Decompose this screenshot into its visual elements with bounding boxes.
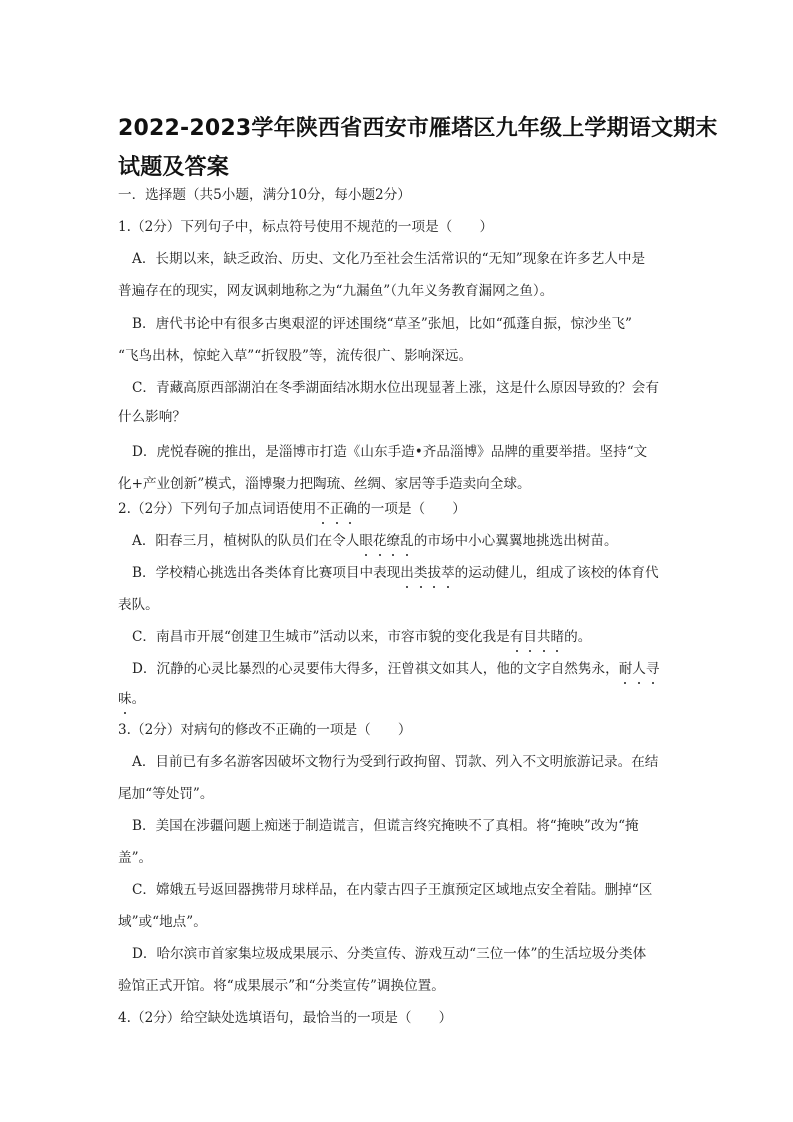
q2-d-emphasis: 耐人寻 xyxy=(618,661,660,677)
q2-d-text-1: D．沉静的心灵比暴烈的心灵要伟大得多，汪曾祺文如其人，他的文字自然隽永， xyxy=(132,661,619,677)
q1-option-b-line-2: “飞鸟出林，惊蛇入草”“折钗股”等，流传很广、影响深远。 xyxy=(118,348,473,364)
q3-option-b-line-2: 盖”。 xyxy=(118,850,153,866)
q2-d-tail: 。 xyxy=(131,691,146,707)
q2-option-a xyxy=(132,532,618,550)
q2-stem-emphasis xyxy=(316,501,357,517)
q2-stem-prefix: 2.（2分）下列句子加点词语使用 xyxy=(118,501,317,517)
document-title-line-2: 试题及答案 xyxy=(118,155,230,180)
q1-option-d-line-1: D．虎悦春碗的推出，是淄博市打造《山东手造•齐品淄博》品牌的重要举措。坚持“文 xyxy=(132,444,648,460)
q3-option-c-line-1: C．嫦娥五号返回器携带月球样品，在内蒙古四子王旗预定区域地点安全着陆。删掉“区 xyxy=(132,882,653,898)
q2-b-text-1: B．学校精心挑选出各类体育比赛项目中表现 xyxy=(132,565,401,581)
q2-a-text-1: A．阳春三月，植树队的队员们在令人 xyxy=(132,533,360,549)
q3-option-d-line-2: 验馆正式开馆。将“成果展示”和“分类宣传”调换位置。 xyxy=(118,978,445,994)
q2-b-emphasis: 出类拔萃 xyxy=(400,565,455,581)
question-4-stem: 4.（2分）给空缺处选填语句，最恰当的一项是（ ） xyxy=(118,1010,453,1026)
emphasis-char: 不 xyxy=(316,501,330,517)
q2-option-d-line-1 xyxy=(132,660,659,678)
q3-option-d-line-1: D．哈尔滨市首家集垃圾成果展示、分类宣传、游戏互动“三位一体”的生活垃圾分类体 xyxy=(132,946,647,962)
q1-option-b-line-1: B．唐代书论中有很多古奥艰涩的评述围绕“草圣”张旭，比如“孤蓬自振，惊沙坐飞” xyxy=(132,316,632,332)
document-title-line-1: 2022-2023学年陕西省西安市雁塔区九年级上学期语文期末 xyxy=(118,116,718,141)
q2-c-text-1: C．南昌市开展“创建卫生城市”活动以来，市容市貌的变化我是 xyxy=(132,629,510,645)
q2-option-b-line-2: 表队。 xyxy=(118,597,159,613)
question-2-stem xyxy=(118,500,466,518)
emphasis-char: 确 xyxy=(343,501,358,517)
question-3-stem: 3.（2分）对病句的修改不正确的一项是（ ） xyxy=(118,722,412,738)
q2-c-text-2: 的。 xyxy=(564,629,592,645)
question-1-stem: 1.（2分）下列句子中，标点符号使用不规范的一项是（ ） xyxy=(118,219,494,235)
q2-stem-suffix: 的一项是（ ） xyxy=(357,501,466,517)
q2-c-emphasis: 有目共睹 xyxy=(509,629,565,645)
q1-option-c-line-1: C．青藏高原西部湖泊在冬季湖面结冰期水位出现显著上涨，这是什么原因导致的？会有 xyxy=(132,380,659,396)
emphasis-char: 正 xyxy=(329,501,344,517)
q3-option-b-line-1: B．美国在涉疆问题上痴迷于制造谎言，但谎言终究掩映不了真相。将“掩映”改为“掩 xyxy=(132,818,639,834)
q2-a-emphasis: 眼花缭乱 xyxy=(359,533,414,549)
q1-option-a-line-1: A．长期以来，缺乏政治、历史、文化乃至社会生活常识的“无知”现象在许多艺人中是 xyxy=(132,251,646,267)
q2-a-text-2: 的市场中小心翼翼地挑选出树苗。 xyxy=(413,533,618,549)
emphasis-char: 味 xyxy=(118,691,132,707)
q2-option-c xyxy=(132,628,591,646)
q1-option-c-line-2: 什么影响？ xyxy=(118,409,186,425)
q2-option-b-line-1 xyxy=(132,564,659,582)
q3-option-a-line-1: A．目前已有多名游客因破坏文物行为受到行政拘留、罚款、列入不文明旅游记录。在结 xyxy=(132,754,659,770)
q2-b-text-2: 的运动健儿，组成了该校的体育代 xyxy=(454,565,659,581)
q2-option-d-line-2 xyxy=(118,690,145,708)
q1-option-d-line-2: 化+产业创新”模式，淄博聚力把陶琉、丝绸、家居等手造卖向全球。 xyxy=(118,476,531,492)
section-heading: 一．选择题（共5小题，满分10分，每小题2分） xyxy=(118,187,411,203)
q1-option-a-line-2: 普遍存在的现实，网友讽刺地称之为“九漏鱼”（九年义务教育漏网之鱼）。 xyxy=(118,283,554,299)
q3-option-c-line-2: 域”或“地点”。 xyxy=(118,914,207,930)
q3-option-a-line-2: 尾加“等处罚”。 xyxy=(118,786,214,802)
